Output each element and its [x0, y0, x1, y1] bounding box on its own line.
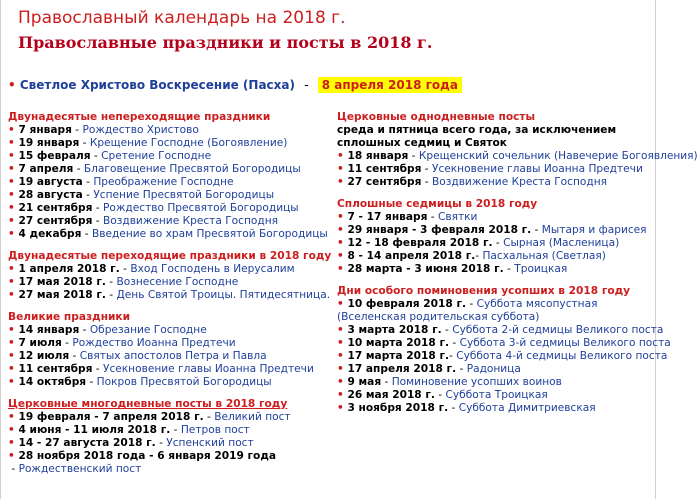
item-separator: -	[119, 263, 131, 275]
section-memorial-days	[337, 284, 671, 415]
section-heading: Великие праздники	[8, 311, 131, 323]
section-heading: Двунадесятые непереходящие праздники	[8, 111, 271, 123]
item-link[interactable]: Суббота 2-й седмицы Великого поста	[452, 324, 664, 336]
item-date: 19 августа	[18, 176, 83, 188]
item-separator: -	[449, 350, 457, 362]
item-date: 17 мая 2018 г.	[18, 276, 106, 288]
item-separator: -	[82, 189, 94, 201]
item-link[interactable]: Вход Господень в Иерусалим	[130, 263, 295, 275]
item-link[interactable]: Суббота 4-й седмицы Великого поста	[456, 350, 668, 362]
item-date: 19 января	[18, 137, 80, 149]
fast-list	[337, 150, 698, 189]
item-date: 28 марта - 3 июня 2018 г.	[347, 263, 504, 275]
item-link[interactable]: Суббота 3-й седмицы Великого поста	[459, 337, 671, 349]
list-item	[8, 189, 333, 202]
bullet-icon: •	[337, 363, 348, 375]
item-link[interactable]: День Святой Троицы. Пятидесятница.	[116, 289, 331, 301]
easter-dash: -	[304, 78, 309, 92]
item-link[interactable]: Успенский пост	[166, 437, 254, 449]
item-date: 4 июня - 11 июля 2018 г.	[18, 424, 171, 436]
list-item	[337, 224, 653, 237]
item-date: 21 сентября	[18, 202, 93, 214]
list-item	[337, 402, 653, 415]
item-date: 10 февраля 2018 г.	[347, 298, 467, 310]
item-date: 3 ноября 2018 г.	[347, 402, 449, 414]
item-separator: -	[456, 363, 467, 375]
list-item	[8, 437, 333, 450]
item-separator: -	[441, 324, 453, 336]
section-moveable-feasts	[8, 249, 333, 302]
item-link[interactable]: Сретение Господне	[101, 150, 212, 162]
item-date: 4 декабря	[18, 228, 82, 240]
list-item	[337, 337, 671, 350]
section-heading: Церковные многодневные посты в 2018 году	[8, 398, 288, 410]
bullet-icon: •	[8, 289, 19, 301]
item-separator: -	[105, 276, 117, 288]
item-date: 27 сентября	[18, 215, 93, 227]
item-separator: -	[69, 350, 80, 362]
item-link[interactable]: Троицкая	[514, 263, 568, 275]
item-link[interactable]: Рождество Пресвятой Богородицы	[102, 202, 299, 214]
bullet-icon: •	[337, 376, 348, 388]
item-link[interactable]: Крещенский сочельник (Навечерие Богоявления)	[418, 150, 698, 162]
list-item	[337, 376, 653, 389]
item-date: 10 марта 2018 г.	[347, 337, 449, 349]
item-separator: -	[427, 211, 438, 223]
item-link[interactable]: Воздвижение Креста Господня	[431, 176, 607, 188]
bullet-icon: •	[337, 211, 348, 223]
bullet-icon: •	[337, 350, 348, 362]
item-separator: -	[61, 337, 73, 349]
bullet-icon: •	[8, 324, 19, 336]
list-item	[8, 376, 333, 389]
item-date: 29 января - 3 февраля 2018 г.	[347, 224, 532, 236]
item-separator: -	[92, 363, 103, 375]
bullet-icon: •	[8, 176, 19, 188]
item-separator: -	[503, 263, 515, 275]
item-link[interactable]: Петров пост	[180, 424, 250, 436]
bullet-icon: •	[337, 389, 348, 401]
item-link[interactable]: Воздвижение Креста Господня	[102, 215, 278, 227]
bullet-icon: •	[8, 150, 19, 162]
item-separator: -	[155, 437, 167, 449]
item-separator: -	[105, 289, 117, 301]
item-link[interactable]: Успение Пресвятой Богородицы	[93, 189, 275, 201]
item-separator: -	[79, 137, 90, 149]
item-link[interactable]: Введение во храм Пресвятой Богородицы	[91, 228, 328, 240]
easter-link[interactable]: Светлое Христово Воскресение (Пасха)	[19, 78, 295, 92]
item-date: 27 мая 2018 г.	[18, 289, 106, 301]
fast-list	[8, 411, 333, 476]
item-separator: -	[448, 402, 459, 414]
bullet-icon: •	[8, 263, 19, 275]
item-date: 7 января	[18, 124, 72, 136]
item-separator: -	[381, 376, 392, 388]
item-separator: -	[203, 411, 215, 423]
bullet-icon: •	[8, 337, 19, 349]
feast-list	[8, 324, 333, 389]
item-link[interactable]: Великий пост	[214, 411, 291, 423]
list-item	[8, 276, 333, 289]
item-separator: -	[8, 463, 19, 475]
bullet-icon: •	[8, 450, 19, 462]
bullet-icon: •	[8, 124, 19, 136]
bullet-icon: •	[8, 363, 19, 375]
bullet-icon: •	[8, 137, 19, 149]
item-date: 11 сентября	[347, 163, 422, 175]
item-date: 14 января	[18, 324, 80, 336]
item-link[interactable]: Усекновение главы Иоанна Предтечи	[102, 363, 314, 375]
list-item	[8, 450, 333, 476]
item-link[interactable]: Усекновение главы Иоанна Предтечи	[431, 163, 643, 175]
bullet-icon: •	[337, 150, 348, 162]
item-separator: -	[73, 163, 84, 175]
page-subtitle: Православные праздники и посты в 2018 г.	[18, 33, 433, 52]
memorial-list	[337, 298, 671, 415]
list-item	[337, 150, 698, 163]
feast-list	[8, 124, 333, 241]
item-separator: -	[81, 228, 92, 240]
item-date: 11 сентября	[18, 363, 93, 375]
bullet-icon: •	[337, 298, 348, 310]
list-item	[8, 363, 333, 376]
section-continuous-weeks	[337, 197, 653, 276]
week-list	[337, 211, 653, 276]
item-link[interactable]: Поминовение усопших воинов	[391, 376, 562, 388]
bullet-icon: •	[337, 237, 348, 249]
section-fixed-feasts	[8, 110, 333, 241]
item-date: 7 - 17 января	[347, 211, 428, 223]
list-item	[8, 337, 333, 350]
bullet-icon: •	[8, 437, 19, 449]
item-date: 1 апреля 2018 г.	[18, 263, 120, 275]
item-separator: -	[421, 176, 432, 188]
list-item	[337, 263, 653, 276]
bullet-icon: •	[337, 402, 348, 414]
item-separator: -	[92, 215, 103, 227]
list-item	[8, 263, 333, 276]
item-link[interactable]: Сырная (Масленица)	[503, 237, 620, 249]
item-separator: -	[92, 202, 103, 214]
list-item	[8, 289, 333, 302]
bullet-icon: •	[8, 411, 19, 423]
item-separator: -	[449, 337, 460, 349]
bullet-icon: •	[8, 189, 19, 201]
item-separator: -	[434, 389, 446, 401]
bullet-icon: •	[337, 176, 348, 188]
item-separator: -	[170, 424, 181, 436]
item-separator: -	[421, 163, 432, 175]
item-link[interactable]: Рождество Христово	[82, 124, 199, 136]
bullet-icon: •	[8, 276, 19, 288]
bullet-icon: •	[8, 350, 19, 362]
item-date: 28 августа	[18, 189, 83, 201]
list-item	[337, 389, 653, 402]
section-multiday-fasts	[8, 397, 333, 476]
list-item	[8, 176, 333, 189]
list-item	[8, 411, 333, 424]
bullet-icon: •	[8, 163, 19, 175]
section-heading: Церковные однодневные посты	[337, 111, 536, 123]
list-item	[8, 163, 333, 176]
item-date: 7 июля	[18, 337, 62, 349]
list-item	[8, 202, 333, 215]
item-link[interactable]: Мытаря и фарисея	[541, 224, 647, 236]
item-link[interactable]: Суббота мясопустная (Вселенская родительская суббота)	[337, 298, 598, 323]
item-link[interactable]: Пасхальная (Светлая)	[482, 250, 606, 262]
right-column	[337, 110, 698, 423]
bullet-icon: •	[8, 202, 19, 214]
item-link[interactable]: Преображение Господне	[93, 176, 234, 188]
item-link[interactable]: Радоница	[466, 363, 521, 375]
item-date: 17 марта 2018 г.	[347, 350, 449, 362]
item-date: 9 мая	[347, 376, 382, 388]
bullet-icon: •	[337, 337, 348, 349]
bullet-icon: •	[8, 376, 19, 388]
bullet-icon: •	[8, 78, 16, 92]
item-date: 15 февраля	[18, 150, 91, 162]
page-title: Православный календарь на 2018 г.	[18, 8, 346, 28]
list-item	[8, 350, 333, 363]
item-date: 12 - 18 февраля 2018 г.	[347, 237, 493, 249]
section-note: среда и пятница всего года, за исключением сплошных седмиц и Святок	[337, 124, 617, 149]
list-item	[8, 150, 333, 163]
item-date: 28 ноября 2018 года - 6 января 2019 года	[18, 450, 277, 462]
section-heading: Дни особого поминовения усопших в 2018 году	[337, 285, 631, 297]
bullet-icon: •	[8, 228, 19, 240]
item-date: 26 мая 2018 г.	[347, 389, 435, 401]
item-separator: -	[79, 324, 90, 336]
item-separator: -	[408, 150, 419, 162]
item-separator: -	[531, 224, 542, 236]
left-column	[8, 110, 333, 484]
list-item	[8, 124, 333, 137]
item-link[interactable]: Рождественский пост	[18, 463, 142, 475]
item-date: 8 - 14 апреля 2018 г.	[347, 250, 476, 262]
item-date: 14 - 27 августа 2018 г.	[18, 437, 156, 449]
item-date: 19 февраля - 7 апреля 2018 г.	[18, 411, 204, 423]
item-separator: -	[86, 376, 97, 388]
section-heading: Двунадесятые переходящие праздники в 2018 году	[8, 250, 332, 262]
item-link[interactable]: Обрезание Господне	[89, 324, 207, 336]
list-item	[8, 324, 333, 337]
item-separator: -	[71, 124, 83, 136]
list-item	[337, 298, 653, 324]
item-link[interactable]: Благовещение Пресвятой Богородицы	[83, 163, 301, 175]
item-date: 3 марта 2018 г.	[347, 324, 442, 336]
item-date: 27 сентября	[347, 176, 422, 188]
bullet-icon: •	[337, 250, 348, 262]
list-item	[337, 363, 653, 376]
item-link[interactable]: Вознесение Господне	[116, 276, 239, 288]
bullet-icon: •	[337, 263, 348, 275]
item-separator: -	[82, 176, 94, 188]
item-date: 7 апреля	[18, 163, 74, 175]
item-date: 17 апреля 2018 г.	[347, 363, 457, 375]
item-separator: -	[492, 237, 504, 249]
item-link[interactable]: Суббота Димитриевская	[458, 402, 596, 414]
item-link[interactable]: Крещение Господне (Богоявление)	[89, 137, 288, 149]
item-date: 14 октября	[18, 376, 87, 388]
bullet-icon: •	[337, 224, 348, 236]
feast-list	[8, 263, 333, 302]
list-item	[337, 211, 653, 224]
list-item	[337, 163, 653, 176]
section-great-feasts	[8, 310, 333, 389]
item-date: 18 января	[347, 150, 409, 162]
item-separator: -	[90, 150, 102, 162]
item-separator: -	[466, 298, 477, 310]
section-oneday-fasts	[337, 110, 698, 189]
bullet-icon: •	[8, 215, 19, 227]
easter-line	[8, 78, 462, 92]
item-link[interactable]: Святки	[437, 211, 478, 223]
list-item	[337, 237, 653, 250]
list-item	[337, 250, 653, 263]
item-link[interactable]: Покров Пресвятой Богородицы	[96, 376, 272, 388]
bullet-icon: •	[337, 163, 348, 175]
list-item	[337, 350, 668, 363]
item-separator: -	[475, 250, 483, 262]
list-item	[8, 215, 333, 228]
easter-date: 8 апреля 2018 года	[318, 77, 462, 93]
list-item	[8, 137, 333, 150]
item-link[interactable]: Рождество Иоанна Предтечи	[72, 337, 236, 349]
list-item	[337, 324, 664, 337]
list-item	[8, 228, 333, 241]
list-item	[8, 424, 333, 437]
bullet-icon: •	[337, 324, 348, 336]
item-link[interactable]: Суббота Троицкая	[445, 389, 548, 401]
list-item	[337, 176, 653, 189]
item-date: 12 июля	[18, 350, 70, 362]
bullet-icon: •	[8, 424, 19, 436]
item-link[interactable]: Святых апостолов Петра и Павла	[79, 350, 267, 362]
section-heading: Сплошные седмицы в 2018 году	[337, 198, 538, 210]
